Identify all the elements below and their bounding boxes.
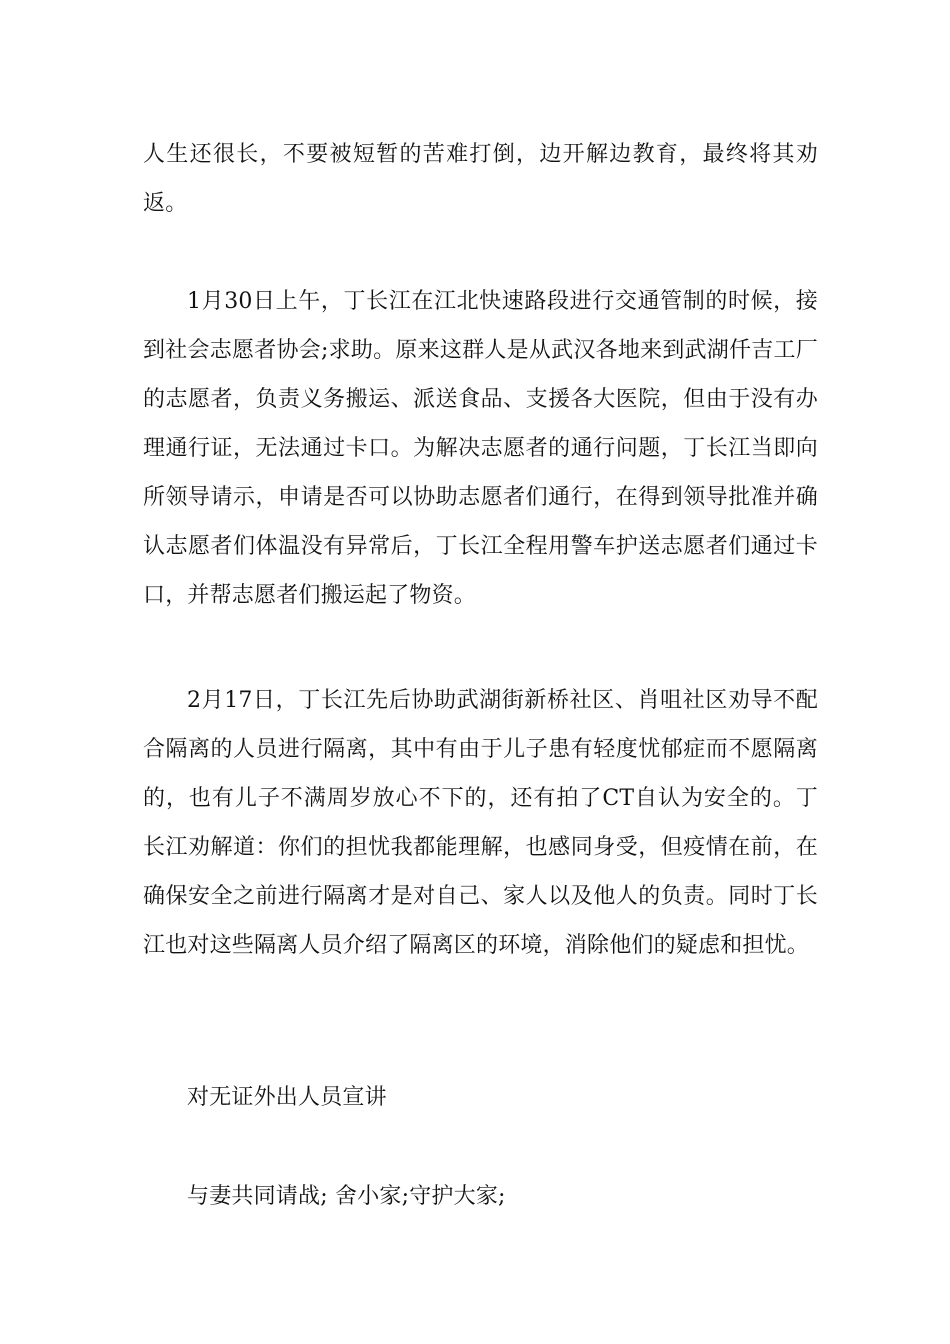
paragraph-jan30: 1月30日上午，丁长江在江北快速路段进行交通管制的时候，接到社会志愿者协会;求助。原来这群人是从武汉各地来到武湖仟吉工厂的志愿者，负责义务搬运、派送食品、支援各大医院，但由于没有办理通行证，无法通过卡口。为解决志愿者的通行问题，丁长江当即向所领导请示，申请是否可以协助志愿者们通行，在得到领导批准并确认志愿者们体温没有异常后，丁长江全程用警车护送志愿者们通过卡口，并帮志愿者们搬运起了物资。 [143,289,818,608]
section-heading-publicity: 对无证外出人员宣讲 [187,1085,387,1110]
paragraph-feb17: 2月17日，丁长江先后协助武湖街新桥社区、肖咀社区劝导不配合隔离的人员进行隔离，其中有由于儿子患有轻度忧郁症而不愿隔离的，也有儿子不满周岁放心不下的，还有拍了CT自认为安全的。丁长江劝解道：你们的担忧我都能理解，也感同身受，但疫情在前，在确保安全之前进行隔离才是对自己、家人以及他人的负责。同时丁长江也对这些隔离人员介绍了隔离区的环境，消除他们的疑虑和担忧。 [143,688,818,958]
section-heading-wife: 与妻共同请战; 舍小家;守护大家; [187,1184,506,1209]
paragraph-continuation: 人生还很长，不要被短暂的苦难打倒，边开解边教育，最终将其劝返。 [143,142,818,216]
